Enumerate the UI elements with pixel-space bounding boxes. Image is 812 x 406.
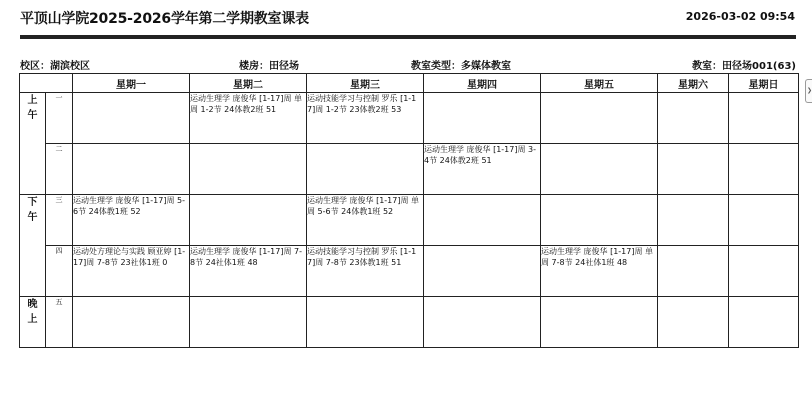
period-evening-label: 晚 上 xyxy=(27,299,38,325)
course-cell-wed-4[interactable]: 运动技能学习与控制 罗乐 [1-17]周 7-8节 23体教1班 51 xyxy=(307,246,424,297)
course-cell-mon-2[interactable] xyxy=(73,144,190,195)
period-evening xyxy=(20,297,46,348)
slot-label: 一 xyxy=(46,93,73,144)
slot-label: 三 xyxy=(46,195,73,246)
course-cell-thu-3[interactable] xyxy=(424,195,541,246)
day-header-mon: 星期一 xyxy=(73,74,190,93)
course-cell-wed-1[interactable]: 运动技能学习与控制 罗乐 [1-17]周 1-2节 23体教2班 53 xyxy=(307,93,424,144)
course-cell-fri-5[interactable] xyxy=(541,297,658,348)
course-cell-sun-4[interactable] xyxy=(729,246,799,297)
day-header-thu: 星期四 xyxy=(424,74,541,93)
period-afternoon xyxy=(20,195,46,297)
slot-label: 五 xyxy=(46,297,73,348)
course-cell-fri-1[interactable] xyxy=(541,93,658,144)
slot-label: 四 xyxy=(46,246,73,297)
course-cell-tue-3[interactable] xyxy=(190,195,307,246)
course-cell-fri-3[interactable] xyxy=(541,195,658,246)
course-cell-sat-2[interactable] xyxy=(658,144,729,195)
course-cell-thu-2[interactable]: 运动生理学 庞俊华 [1-17]周 3-4节 24体教2班 51 xyxy=(424,144,541,195)
course-cell-tue-5[interactable] xyxy=(190,297,307,348)
classroom-label: 教室：田径场001(63) xyxy=(692,61,796,72)
course-cell-mon-5[interactable] xyxy=(73,297,190,348)
timetable xyxy=(19,73,799,348)
corner-cell xyxy=(20,74,73,93)
day-header-fri: 星期五 xyxy=(541,74,658,93)
course-cell-fri-4[interactable]: 运动生理学 庞俊华 [1-17]周 单周 7-8节 24社体1班 48 xyxy=(541,246,658,297)
classroom-info-bar xyxy=(20,57,796,71)
page-header xyxy=(20,8,798,30)
building-label: 楼房：田径场 xyxy=(239,61,299,72)
day-header-sat: 星期六 xyxy=(658,74,729,93)
course-cell-tue-4[interactable]: 运动生理学 庞俊华 [1-17]周 7-8节 24社体1班 48 xyxy=(190,246,307,297)
course-cell-mon-1[interactable] xyxy=(73,93,190,144)
room-type-label: 教室类型：多媒体教室 xyxy=(411,61,511,72)
course-cell-tue-2[interactable] xyxy=(190,144,307,195)
course-cell-sat-1[interactable] xyxy=(658,93,729,144)
period-morning xyxy=(20,93,46,195)
course-cell-sun-3[interactable] xyxy=(729,195,799,246)
header-divider xyxy=(20,35,796,39)
course-cell-sun-2[interactable] xyxy=(729,144,799,195)
course-cell-sat-5[interactable] xyxy=(658,297,729,348)
period-morning-label: 上 午 xyxy=(27,95,38,121)
course-cell-tue-1[interactable]: 运动生理学 庞俊华 [1-17]周 单周 1-2节 24体教2班 51 xyxy=(190,93,307,144)
timetable-row xyxy=(20,144,799,195)
course-cell-sat-3[interactable] xyxy=(658,195,729,246)
slot-label: 二 xyxy=(46,144,73,195)
timetable-row xyxy=(20,297,799,348)
course-cell-sat-4[interactable] xyxy=(658,246,729,297)
print-timestamp: 2026-03-02 09:54 xyxy=(685,10,795,23)
timetable-row xyxy=(20,195,799,246)
timetable-row xyxy=(20,93,799,144)
course-cell-sun-5[interactable] xyxy=(729,297,799,348)
campus-label: 校区：湖滨校区 xyxy=(20,61,90,72)
course-cell-mon-4[interactable]: 运动处方理论与实践 顾亚婷 [1-17]周 7-8节 23社体1班 0 xyxy=(73,246,190,297)
page-title: 平顶山学院2025-2026学年第二学期教室课表 xyxy=(20,11,309,27)
course-cell-thu-5[interactable] xyxy=(424,297,541,348)
course-cell-fri-2[interactable] xyxy=(541,144,658,195)
timetable-header-row xyxy=(20,74,799,93)
course-cell-mon-3[interactable]: 运动生理学 庞俊华 [1-17]周 5-6节 24体教1班 52 xyxy=(73,195,190,246)
course-cell-thu-4[interactable] xyxy=(424,246,541,297)
period-afternoon-label: 下 午 xyxy=(27,197,38,223)
course-cell-thu-1[interactable] xyxy=(424,93,541,144)
course-cell-sun-1[interactable] xyxy=(729,93,799,144)
course-cell-wed-2[interactable] xyxy=(307,144,424,195)
timetable-row xyxy=(20,246,799,297)
side-panel-toggle[interactable]: ❯ xyxy=(805,79,812,103)
day-header-wed: 星期三 xyxy=(307,74,424,93)
course-cell-wed-5[interactable] xyxy=(307,297,424,348)
day-header-tue: 星期二 xyxy=(190,74,307,93)
day-header-sun: 星期日 xyxy=(729,74,799,93)
course-cell-wed-3[interactable]: 运动生理学 庞俊华 [1-17]周 单周 5-6节 24体教1班 52 xyxy=(307,195,424,246)
